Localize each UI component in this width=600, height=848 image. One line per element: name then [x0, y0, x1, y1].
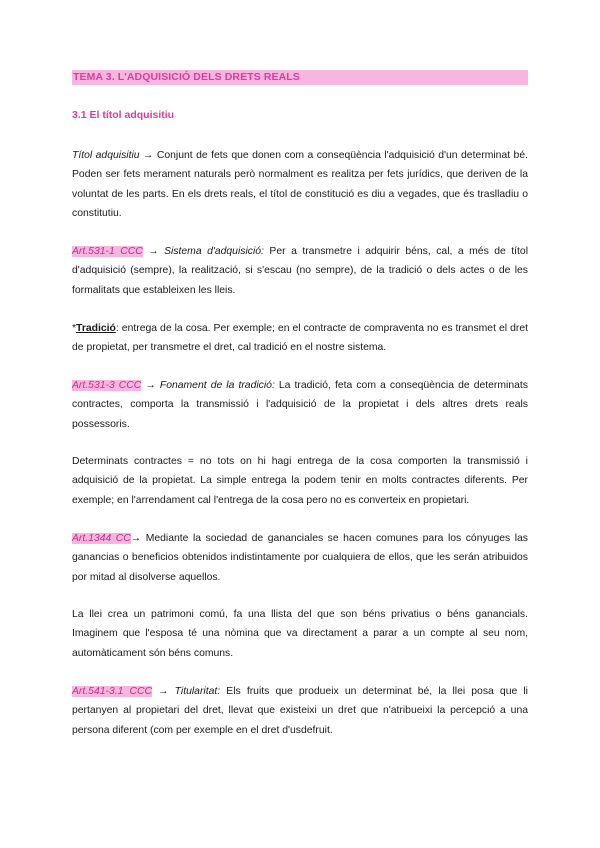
term-titularitat: Titularitat:	[174, 686, 221, 697]
paragraph-text: Determinats contractes = no tots on hi hagi entrega de la cosa comporten la transmissió i adquisició de la propietat. La simple entrega la podem tenir en molts contractes diferents. Per exemple; en l'arrendament cal l'entrega de la cosa pero no es converteix en propietari.	[72, 456, 528, 506]
article-reference: Art.1344 CC	[72, 533, 131, 544]
paragraph-art-531-3	[72, 376, 528, 434]
article-text: Els fruits que produeix un determinat bé, la llei posa que li pertanyen al propietari del dret, llevat que existeixi un dret que n'atribueixi la percepció a una persona diferent (com per exemple en el dret d'usdefruit.	[72, 686, 528, 736]
term-fonament-tradicio: Fonament de la tradició:	[159, 380, 275, 391]
arrow: →	[152, 686, 175, 697]
chapter-title: TEMA 3. L'ADQUISICIÓ DELS DRETS REALS	[72, 70, 528, 85]
article-reference: Art.531-1 CCC	[72, 246, 143, 257]
definition-text: Conjunt de fets que donen com a conseqüència l'adquisició d'un determinat bé. Poden ser fets merament naturals però normalment es realitza per fets jurídics, que deriven de la voluntat de les parts. En els drets reals, el títol de constitució es diu a vegades, que és traslladiu o constitutiu.	[72, 150, 529, 219]
arrow: →	[139, 150, 157, 161]
article-reference: Art.541-3.1 CCC	[72, 686, 153, 697]
article-reference: Art.531-3 CCC	[72, 380, 142, 391]
paragraph-patrimoni-comu	[72, 605, 528, 663]
paragraph-text: La llei crea un patrimoni comú, fa una llista del que son béns privatius o béns ganancials. Imaginem que l'esposa té una nòmina que va directament a parar a un compte al seu nom, automàticament són béns comuns.	[72, 609, 528, 659]
section-title: 3.1 El títol adquisitiu	[72, 109, 175, 121]
arrow: →	[142, 246, 165, 257]
arrow: →	[130, 533, 146, 544]
term-sistema-adquisicio: Sistema d'adquisició:	[164, 246, 264, 257]
paragraph-tradicio	[72, 319, 528, 358]
article-text: La tradició, feta com a conseqüència de determinats contractes, comporta la transmissió i l'adquisició de la propietat i dels altres drets reals possessoris.	[72, 380, 528, 430]
paragraph-art-531-1	[72, 242, 528, 300]
term-tradicio: Tradició	[76, 323, 116, 334]
article-text: Mediante la sociedad de gananciales se hacen comunes para los cónyuges las ganancias o beneficios obtenidos indistintamente por cualquiera de ellos, que les serán atribuidos por mitad al disolverse aquellos.	[72, 533, 528, 583]
definition-text: : entrega de la cosa. Per exemple; en el contracte de compraventa no es transmet el dret de propietat, per transmetre el dret, cal tradició en el nostre sistema.	[72, 323, 528, 354]
paragraph-titol-adquisitiu	[72, 146, 528, 223]
paragraph-determinats-contractes	[72, 452, 528, 510]
asterisk: *	[72, 323, 77, 334]
article-text: Per a transmetre i adquirir béns, cal, a més de títol d'adquisició (sempre), la realització, si s'escau (no sempre), de la tradició o dels actes o de les formalitats que estableixen les lleis.	[72, 246, 529, 296]
paragraph-art-541-3	[72, 682, 528, 740]
term-titol-adquisitiu: Títol adquisitiu	[72, 150, 140, 161]
arrow: →	[141, 380, 160, 391]
paragraph-art-1344	[72, 529, 528, 587]
